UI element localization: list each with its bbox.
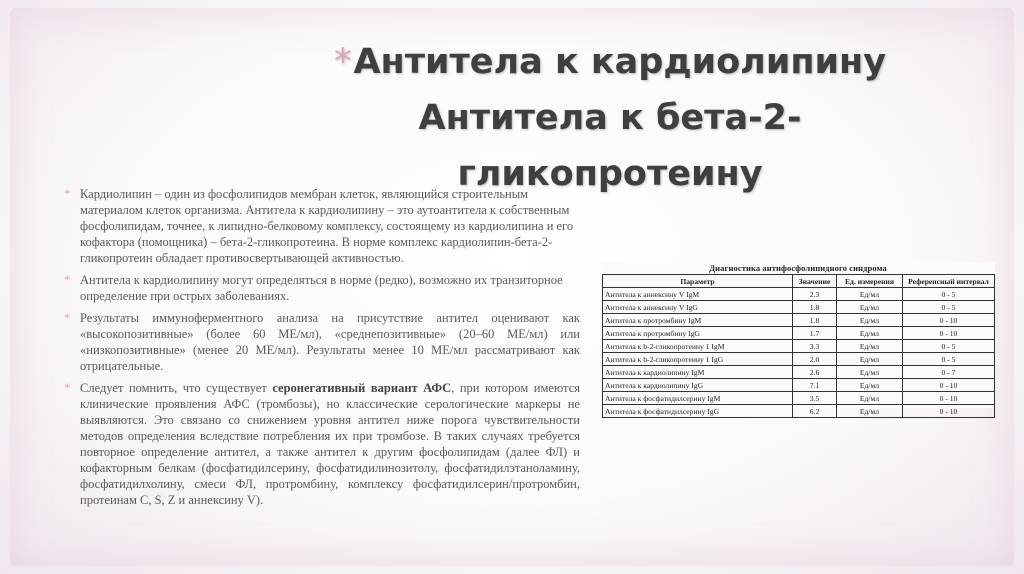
reference-cell: 0 - 5 [903,301,995,314]
reference-cell: 0 - 10 [903,314,995,327]
slide-body [60,186,580,514]
table-header-row [603,275,995,288]
reference-cell: 0 - 5 [903,288,995,301]
unit-cell: Ед/мл [837,301,903,314]
table-row [603,301,995,314]
paragraph-4 [60,380,580,508]
value-cell: 7.1 [793,379,837,392]
reference-cell: 0 - 10 [903,405,995,418]
unit-cell: Ед/мл [837,405,903,418]
paragraph-1 [60,186,580,266]
column-header: Значение [793,275,837,288]
parameter-cell: Антитела к фосфатидилсерину IgG [603,405,793,418]
table-title: Диагностика антифосфолипидного синдрома [709,263,887,273]
reference-cell: 0 - 5 [903,353,995,366]
reference-cell: 0 - 5 [903,340,995,353]
bullet-icon: * [64,186,71,201]
unit-cell: Ед/мл [837,379,903,392]
value-cell: 2.3 [793,288,837,301]
title-star-icon: * [333,42,352,82]
table-row [603,327,995,340]
aps-diagnostics-table [602,274,995,418]
paragraph-2 [60,272,580,304]
value-cell: 6.2 [793,405,837,418]
paragraph-1-text: Кардиолипин – один из фосфолипидов мембран клеток, являющийся строительным материалом клеток организма. Антитела к кардиолипину – это аутоантитела к собственным фосфолипидам, точнее, к липидно-белковому комплексу, состоящему из кардиолипина и его кофактора (помощника) – бета-2-гликопротеина. В норме комплекс кардиолипин-бета-2-гликопротеин обладает противосвертывающей активностью. [80,187,574,265]
title-line-3: гликопротеину [457,154,763,194]
value-cell: 3.5 [793,392,837,405]
unit-cell: Ед/мл [837,353,903,366]
parameter-cell: Антитела к протромбину IgM [603,314,793,327]
table-row [603,314,995,327]
table-body [603,288,995,418]
table-row [603,366,995,379]
parameter-cell: Антитела к b-2-гликопротеину 1 IgM [603,340,793,353]
paragraph-4-after: , при котором имеются клинические проявления АФС (тромбозы), но классические серологические маркеры не выявляются. Это связано со снижением уровня антител ниже порога чувствительности методов определения вследствие потребления их при тромбозе. В таких случаях требуется повторное определение антител, а также антител к другим фосфолипидам (далее ФЛ) и кофакторным белкам (фосфатидилсерину, фосфатидилинозитолу, фосфатидилэтаноламину, фосфатидилхолину, смеси ФЛ, протромбину, комплексу фосфатидилсерин/протромбин, протеинам C, S, Z и аннексину V). [80,381,580,507]
paragraph-2-text: Антитела к кардиолипину могут определяться в норме (редко), возможно их транзиторное определение при острых заболеваниях. [80,273,563,303]
unit-cell: Ед/мл [837,327,903,340]
paragraph-3-text: Результаты иммуноферментного анализа на присутствие антител оценивают как «высокопозитивные» (более 60 МЕ/мл), «среднепозитивные» (20–60 МЕ/мл) или «низкопозитивные» (менее 20 МЕ/мл). Результаты менее 10 МЕ/мл рассматривают как отрицательные. [80,311,580,373]
parameter-cell: Антитела к фосфатидилсерину IgM [603,392,793,405]
reference-cell: 0 - 7 [903,366,995,379]
table-row [603,392,995,405]
value-cell: 3.3 [793,340,837,353]
unit-cell: Ед/мл [837,314,903,327]
paragraph-3 [60,310,580,374]
unit-cell: Ед/мл [837,366,903,379]
title-line-1-text: Антитела к кардиолипину [353,42,887,82]
reference-cell: 0 - 10 [903,379,995,392]
parameter-cell: Антитела к аннексину V IgM [603,288,793,301]
parameter-cell: Антитела к кардиолипину IgM [603,366,793,379]
value-cell: 1.8 [793,301,837,314]
unit-cell: Ед/мл [837,392,903,405]
table-row [603,405,995,418]
paragraph-4-before: Следует помнить, что существует [80,381,273,395]
bullet-icon: * [64,310,71,325]
value-cell: 2.0 [793,353,837,366]
column-header: Параметр [603,275,793,288]
reference-cell: 0 - 10 [903,392,995,405]
column-header: Ед. измерения [837,275,903,288]
slide-title [300,34,920,202]
value-cell: 1.8 [793,314,837,327]
title-line-1 [300,34,920,90]
value-cell: 2.6 [793,366,837,379]
parameter-cell: Антитела к кардиолипину IgG [603,379,793,392]
parameter-cell: Антитела к b-2-гликопротеину 1 IgG [603,353,793,366]
table-row [603,379,995,392]
aps-diagnostics-table-image [601,262,995,416]
title-line-2: Антитела к бета-2- [418,98,802,138]
reference-cell: 0 - 10 [903,327,995,340]
unit-cell: Ед/мл [837,340,903,353]
parameter-cell: Антитела к аннексину V IgG [603,301,793,314]
table-row [603,288,995,301]
parameter-cell: Антитела к протромбину IgG [603,327,793,340]
table-row [603,340,995,353]
table-row [603,353,995,366]
bullet-icon: * [64,272,71,287]
paragraph-4-bold: серонегативный вариант АФС [272,381,452,395]
value-cell: 1.7 [793,327,837,340]
unit-cell: Ед/мл [837,288,903,301]
bullet-icon: * [64,380,71,395]
column-header: Референсный интервал [903,275,995,288]
